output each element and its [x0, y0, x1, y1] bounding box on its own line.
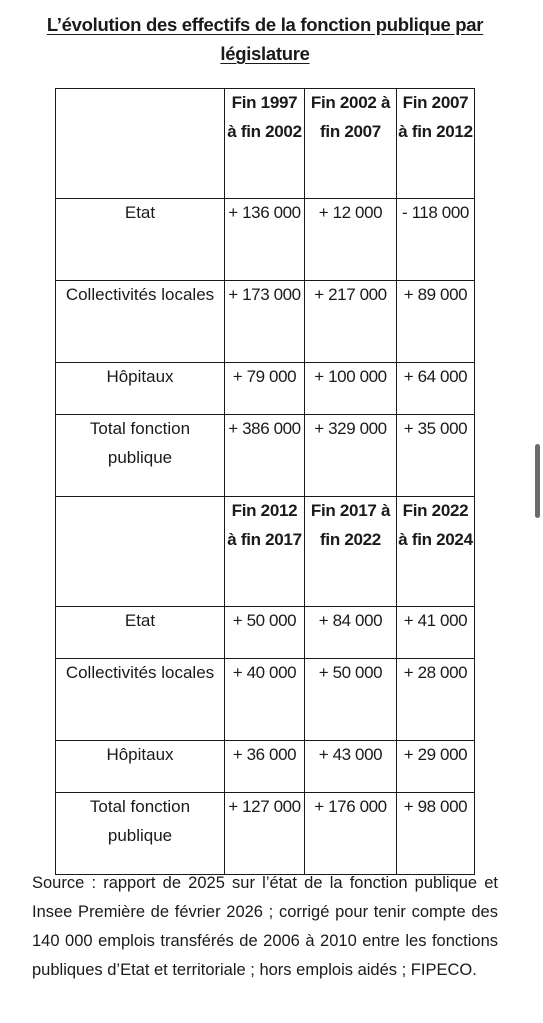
value-cell: + 41 000: [397, 607, 475, 659]
table-row: [56, 793, 475, 875]
table-row: [56, 741, 475, 793]
value-cell: + 29 000: [397, 741, 475, 793]
value-cell: + 100 000: [305, 363, 397, 415]
value-cell: + 64 000: [397, 363, 475, 415]
value-cell: + 127 000: [225, 793, 305, 875]
row-label: Total fonction publique: [56, 793, 225, 875]
value-cell: - 118 000: [397, 199, 475, 281]
row-label: Total fonction publique: [56, 415, 225, 497]
header-empty-cell: [56, 89, 225, 199]
row-label: Hôpitaux: [56, 363, 225, 415]
period-header: Fin 2012 à fin 2017: [225, 497, 305, 607]
value-cell: + 12 000: [305, 199, 397, 281]
table-row: [56, 199, 475, 281]
value-cell: + 50 000: [225, 607, 305, 659]
period-header: Fin 2002 à fin 2007: [305, 89, 397, 199]
title-line-2: législature: [220, 43, 310, 64]
table-row: [56, 607, 475, 659]
value-cell: + 176 000: [305, 793, 397, 875]
value-cell: + 98 000: [397, 793, 475, 875]
value-cell: + 28 000: [397, 659, 475, 741]
table-row: [56, 281, 475, 363]
period-header: Fin 1997 à fin 2002: [225, 89, 305, 199]
value-cell: + 217 000: [305, 281, 397, 363]
value-cell: + 89 000: [397, 281, 475, 363]
scrollbar[interactable]: [535, 444, 540, 518]
page-title: [30, 10, 500, 68]
value-cell: + 84 000: [305, 607, 397, 659]
value-cell: + 43 000: [305, 741, 397, 793]
value-cell: + 50 000: [305, 659, 397, 741]
value-cell: + 329 000: [305, 415, 397, 497]
value-cell: + 40 000: [225, 659, 305, 741]
row-label: Etat: [56, 607, 225, 659]
effectifs-table: [55, 88, 475, 875]
table-header-row: [56, 497, 475, 607]
value-cell: + 79 000: [225, 363, 305, 415]
value-cell: + 35 000: [397, 415, 475, 497]
value-cell: + 136 000: [225, 199, 305, 281]
table-row: [56, 659, 475, 741]
value-cell: + 36 000: [225, 741, 305, 793]
header-empty-cell: [56, 497, 225, 607]
row-label: Collectivités locales: [56, 659, 225, 741]
table-row: [56, 415, 475, 497]
period-header: Fin 2007 à fin 2012: [397, 89, 475, 199]
title-line-1: L’évolution des effectifs de la fonction publique par: [46, 14, 484, 35]
value-cell: + 386 000: [225, 415, 305, 497]
table-header-row: [56, 89, 475, 199]
table-row: [56, 363, 475, 415]
row-label: Hôpitaux: [56, 741, 225, 793]
source-note: Source : rapport de 2025 sur l’état de la fonction publique et Insee Première de février 2026 ; corrigé pour tenir compte des 140 000 emplois transférés de 2006 à 2010 entre les fonctions publiques d’Etat et territoriale ; hors emplois aidés ; FIPECO.: [32, 874, 498, 979]
row-label: Collectivités locales: [56, 281, 225, 363]
value-cell: + 173 000: [225, 281, 305, 363]
period-header: Fin 2022 à fin 2024: [397, 497, 475, 607]
period-header: Fin 2017 à fin 2022: [305, 497, 397, 607]
row-label: Etat: [56, 199, 225, 281]
